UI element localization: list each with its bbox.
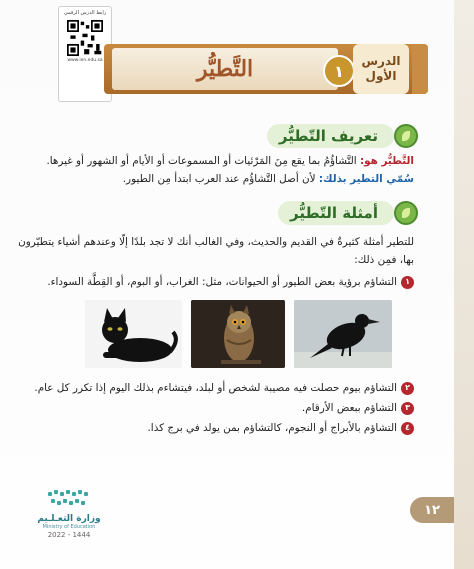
example-item-2 (34, 379, 414, 397)
banner-edge (412, 44, 428, 94)
ministry-name-en: Ministry of Education (42, 524, 96, 530)
item-number: ١ (401, 276, 414, 289)
crow-image (294, 300, 392, 368)
lesson-word: الدرس (361, 54, 401, 68)
examples-intro-2: بها، فمِن ذلك: (354, 254, 414, 266)
edition-year: 2022 - 1444 (47, 531, 91, 539)
leaf-icon (394, 124, 418, 148)
examples-intro-1: للتطير أمثلة كثيرةٌ في القديم والحديث، وفي الغالب أنك لا تجد بلدًا إلّا وعندهم أشياء يتطيّرون (18, 236, 414, 248)
definition-title: تعريف التّطيُّر (267, 124, 394, 148)
definition-line-2 (123, 170, 414, 188)
naming-term: سُمّي التطير بذلك: (318, 173, 414, 185)
example-item-3 (302, 399, 414, 417)
qr-code-icon[interactable] (67, 20, 103, 56)
item-number: ٤ (401, 422, 414, 435)
lesson-number-badge: ١ (323, 55, 355, 87)
lesson-title: التَّطيُّر (196, 56, 254, 82)
page-number: ١٢ (410, 497, 454, 523)
qr-url: www.ien.edu.sa (67, 58, 103, 63)
qr-caption: رابط الدرس الرقمي (63, 10, 107, 16)
item-text: التشاؤم برؤية بعض الطيور أو الحيوانات، مثل: الغراب، أو البوم، أو القِطَّة السوداء. (47, 276, 397, 288)
item-text: التشاؤم بالأبراج أو النجوم، كالتشاؤم بمن يولد في برج كذا. (147, 422, 397, 434)
definition-term: التَّطيُّر هو: (359, 155, 414, 167)
ministry-logo-icon (46, 488, 92, 508)
example-item-1 (47, 273, 414, 291)
examples-heading (278, 199, 414, 227)
page-edge-decoration (454, 0, 474, 569)
item-text: التشاؤم ببعض الأرقام. (301, 402, 397, 414)
black-cat-image (85, 300, 182, 368)
lesson-title-box (112, 48, 338, 90)
item-number: ٢ (401, 382, 414, 395)
definition-text: التَّشاؤُمُ بما يقع مِنَ المَرْئيات أو المسموعات أو الأيام أو الشهور أو غيرها. (46, 155, 360, 167)
definition-heading (267, 122, 414, 150)
example-item-4 (148, 419, 415, 437)
owl-image (191, 300, 285, 368)
item-number: ٣ (401, 402, 414, 415)
item-text: التشاؤم بيوم حصلت فيه مصيبة لشخص أو لبلد، فيتشاءم بذلك اليوم إذا تكرر كل عام. (34, 382, 397, 394)
naming-text: لأن أصل التَّشاؤُم عند العرب ابتدأ مِن الطيور. (122, 173, 319, 185)
leaf-icon (394, 201, 418, 225)
definition-line-1 (46, 152, 414, 170)
ministry-name-ar: وزارة التعـلـيم (37, 514, 101, 524)
ministry-logo (28, 488, 110, 540)
lesson-label (353, 44, 409, 94)
examples-title: أمثلة التّطيُّر (278, 201, 394, 225)
lesson-ordinal: الأول (365, 69, 397, 83)
